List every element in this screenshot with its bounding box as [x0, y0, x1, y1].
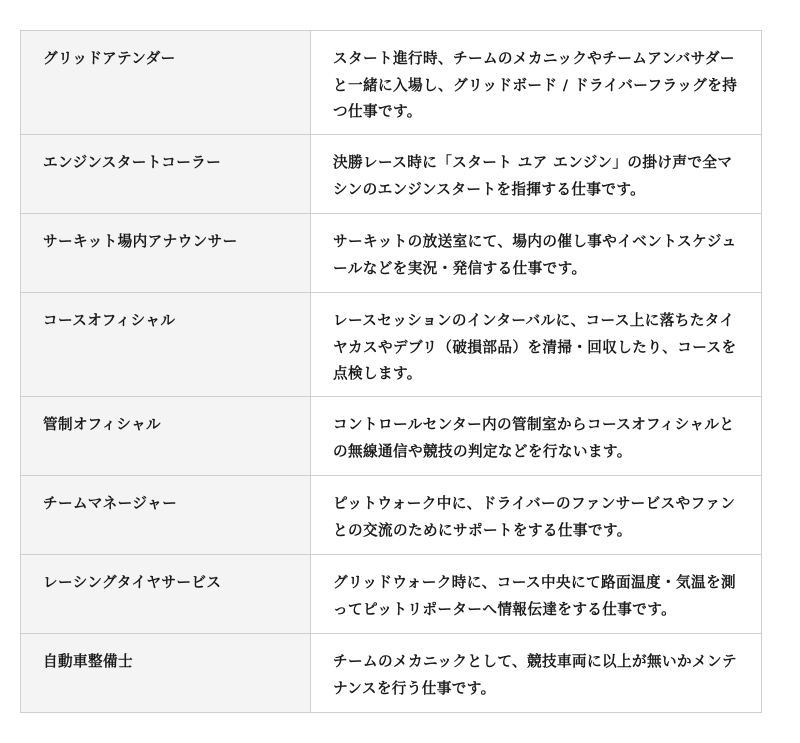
role-name: レーシングタイヤサービス — [21, 555, 311, 634]
role-description: サーキットの放送室にて、場内の催し事やイベントスケジュールなどを実況・発信する仕事です。 — [311, 214, 762, 293]
table-row — [21, 214, 762, 293]
role-description: ピットウォーク中に、ドライバーのファンサービスやファンとの交流のためにサポートをする仕事です。 — [311, 476, 762, 555]
table-row — [21, 397, 762, 476]
table-row — [21, 31, 762, 135]
role-description: チームのメカニックとして、競技車両に以上が無いかメンテナンスを行う仕事です。 — [311, 634, 762, 713]
role-name: チームマネージャー — [21, 476, 311, 555]
role-name: グリッドアテンダー — [21, 31, 311, 135]
table-row — [21, 293, 762, 397]
table-row — [21, 135, 762, 214]
role-description: グリッドウォーク時に、コース中央にて路面温度・気温を測ってピットリポーターへ情報伝達をする仕事です。 — [311, 555, 762, 634]
table-row — [21, 476, 762, 555]
role-name: 管制オフィシャル — [21, 397, 311, 476]
role-name: サーキット場内アナウンサー — [21, 214, 311, 293]
job-role-table — [20, 30, 762, 713]
table-row — [21, 555, 762, 634]
role-name: コースオフィシャル — [21, 293, 311, 397]
role-description: コントロールセンター内の管制室からコースオフィシャルとの無線通信や競技の判定などを行ないます。 — [311, 397, 762, 476]
role-description: スタート進行時、チームのメカニックやチームアンバサダーと一緒に入場し、グリッドボード / ドライバーフラッグを持つ仕事です。 — [311, 31, 762, 135]
table-row — [21, 634, 762, 713]
role-description: 決勝レース時に「スタート ユア エンジン」の掛け声で全マシンのエンジンスタートを指揮する仕事です。 — [311, 135, 762, 214]
role-description: レースセッションのインターバルに、コース上に落ちたタイヤカスやデブリ（破損部品）を清掃・回収したり、コースを点検します。 — [311, 293, 762, 397]
role-name: 自動車整備士 — [21, 634, 311, 713]
role-name: エンジンスタートコーラー — [21, 135, 311, 214]
